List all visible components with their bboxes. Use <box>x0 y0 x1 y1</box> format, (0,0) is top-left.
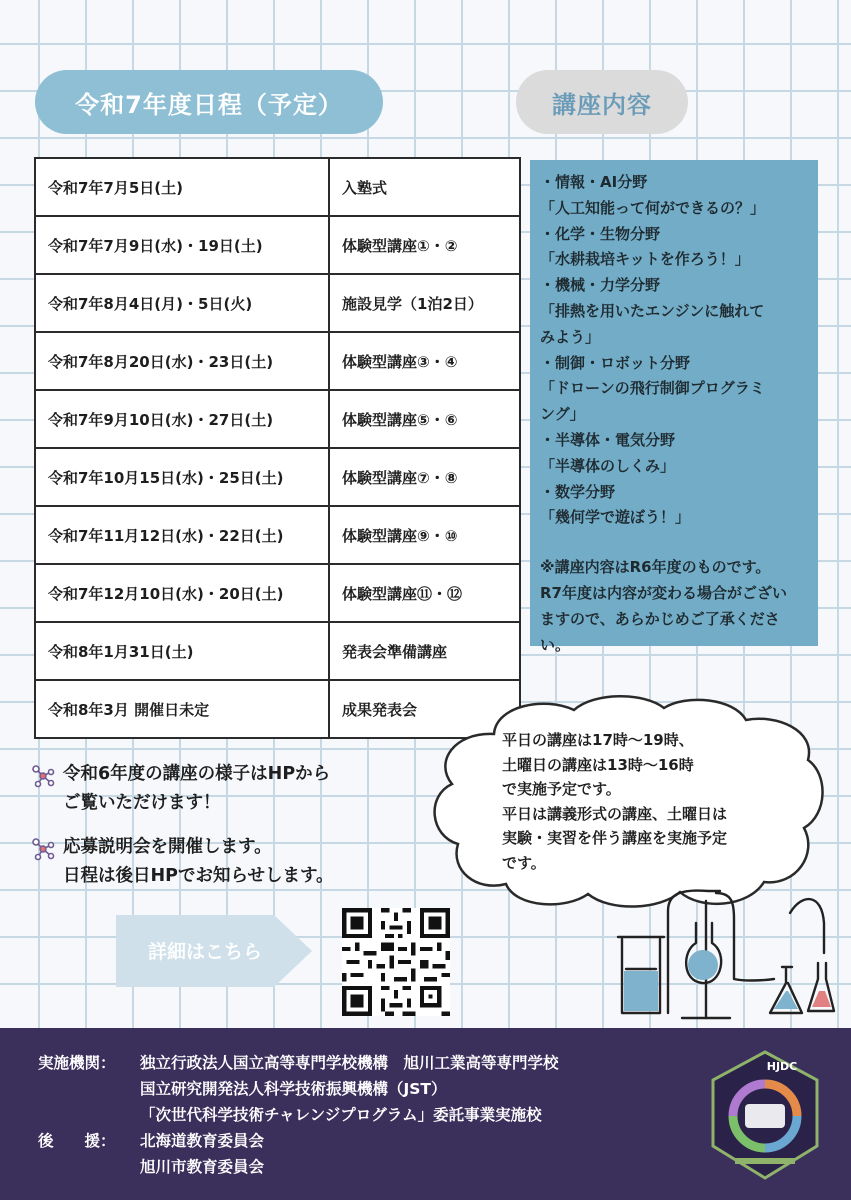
course-line: ・数学分野 <box>540 482 616 501</box>
bullet-line: 日程は後日HPでお知らせします。 <box>63 866 334 886</box>
schedule-date: 令和7年8月20日(水)・23日(土) <box>35 332 329 390</box>
bullet-briefing <box>30 833 420 891</box>
bullet-text <box>63 760 420 818</box>
lab-equipment-illustration <box>612 883 837 1023</box>
bullet-line: ご覧いただけます！ <box>63 793 221 813</box>
footer-support-row <box>38 1128 264 1154</box>
schedule-table <box>34 157 521 739</box>
molecule-icon <box>30 836 56 862</box>
schedule-title: 令和7年度日程（予定） <box>75 90 343 119</box>
speech-cloud <box>424 694 834 914</box>
schedule-event: 体験型講座①・② <box>329 216 520 274</box>
schedule-event: 体験型講座⑤・⑥ <box>329 390 520 448</box>
course-line: 「半導体のしくみ」 <box>540 456 676 475</box>
table-row <box>35 506 520 564</box>
footer-org-line: 「次世代科学技術チャレンジプログラム」委託事業実施校 <box>140 1106 542 1124</box>
schedule-date: 令和7年9月10日(水)・27日(土) <box>35 390 329 448</box>
footer-support-label: 後 援： <box>38 1132 116 1150</box>
table-row <box>35 332 520 390</box>
schedule-event: 体験型講座⑦・⑧ <box>329 448 520 506</box>
bullet-hp-report <box>30 760 420 818</box>
course-content-box <box>530 160 818 654</box>
footer-org-label: 実施機関： <box>38 1054 116 1072</box>
cloud-line: です。 <box>502 853 546 872</box>
schedule-date: 令和7年7月5日(土) <box>35 158 329 216</box>
schedule-event: 入塾式 <box>329 158 520 216</box>
cloud-line: 実験・実習を伴う講座を実施予定 <box>502 829 728 847</box>
course-line: 「幾何学で遊ぼう！」 <box>540 508 691 527</box>
course-note <box>540 555 808 658</box>
cloud-line: 平日の講座は17時～19時、 <box>502 731 694 749</box>
cloud-line: 平日は講義形式の講座、土曜日は <box>502 804 728 823</box>
bullet-line: 令和6年度の講座の様子はHPから <box>63 764 331 784</box>
footer-support-line: 旭川市教育委員会 <box>140 1158 265 1176</box>
table-row <box>35 158 520 216</box>
schedule-event: 発表会準備講座 <box>329 622 520 680</box>
footer-org-row <box>38 1050 559 1076</box>
course-line: みよう」 <box>540 327 601 346</box>
footer-support-line: 北海道教育委員会 <box>140 1132 265 1150</box>
course-note-line: ※講座内容はR6年度のものです。 <box>540 558 771 577</box>
course-line: 「水耕栽培キットを作ろう！」 <box>540 250 750 269</box>
course-line: ング」 <box>540 405 585 424</box>
schedule-date: 令和8年3月 開催日未定 <box>35 680 329 738</box>
bullet-text <box>63 833 420 891</box>
schedule-event: 体験型講座⑨・⑩ <box>329 506 520 564</box>
logo-text: HJDC <box>766 1060 798 1073</box>
course-line: 「ドローンの飛行制御プログラミ <box>540 379 765 398</box>
schedule-date: 令和7年7月9日(水)・19日(土) <box>35 216 329 274</box>
schedule-date: 令和7年11月12日(水)・22日(土) <box>35 506 329 564</box>
table-row <box>35 448 520 506</box>
schedule-event: 施設見学（1泊2日） <box>329 274 520 332</box>
schedule-event: 体験型講座⑪・⑫ <box>329 564 520 622</box>
schedule-date: 令和7年10月15日(水)・25日(土) <box>35 448 329 506</box>
table-row <box>35 564 520 622</box>
schedule-date: 令和7年8月4日(月)・5日(火) <box>35 274 329 332</box>
footer-org-line: 国立研究開発法人科学技術振興機構（JST） <box>140 1080 447 1098</box>
course-line: ・機械・力学分野 <box>540 276 661 295</box>
table-row <box>35 390 520 448</box>
schedule-event: 成果発表会 <box>329 680 520 738</box>
bullet-line: 応募説明会を開催します。 <box>63 837 272 857</box>
molecule-icon <box>30 763 56 789</box>
course-line: ・制御・ロボット分野 <box>540 353 691 372</box>
course-note-line: ますので、あらかじめご了承くださ <box>540 609 780 628</box>
cloud-line: 土曜日の講座は13時～16時 <box>502 755 694 774</box>
course-line: ・化学・生物分野 <box>540 224 661 243</box>
course-note-line: R7年度は内容が変わる場合がござい <box>540 583 787 602</box>
cloud-text <box>502 728 812 875</box>
course-line: ・情報・AI分野 <box>540 173 648 191</box>
detail-link[interactable]: 詳細はこちら <box>147 941 262 963</box>
course-note-line: い。 <box>540 635 571 654</box>
schedule-title-pill <box>35 70 383 134</box>
qr-code[interactable] <box>342 908 450 1016</box>
footer-org-line: 独立行政法人国立高等専門学校機構 旭川工業高等専門学校 <box>140 1054 559 1072</box>
course-line: 「排熱を用いたエンジンに触れて <box>540 301 765 320</box>
table-row <box>35 622 520 680</box>
table-row <box>35 216 520 274</box>
content-title-pill <box>516 70 688 134</box>
course-line: 「人工知能って何ができるの？」 <box>540 198 766 217</box>
content-title: 講座内容 <box>552 90 652 119</box>
schedule-date: 令和7年12月10日(水)・20日(土) <box>35 564 329 622</box>
table-row <box>35 274 520 332</box>
cloud-line: で実施予定です。 <box>502 780 621 798</box>
schedule-date: 令和8年1月31日(土) <box>35 622 329 680</box>
schedule-event: 体験型講座③・④ <box>329 332 520 390</box>
course-line: ・半導体・電気分野 <box>540 430 676 449</box>
